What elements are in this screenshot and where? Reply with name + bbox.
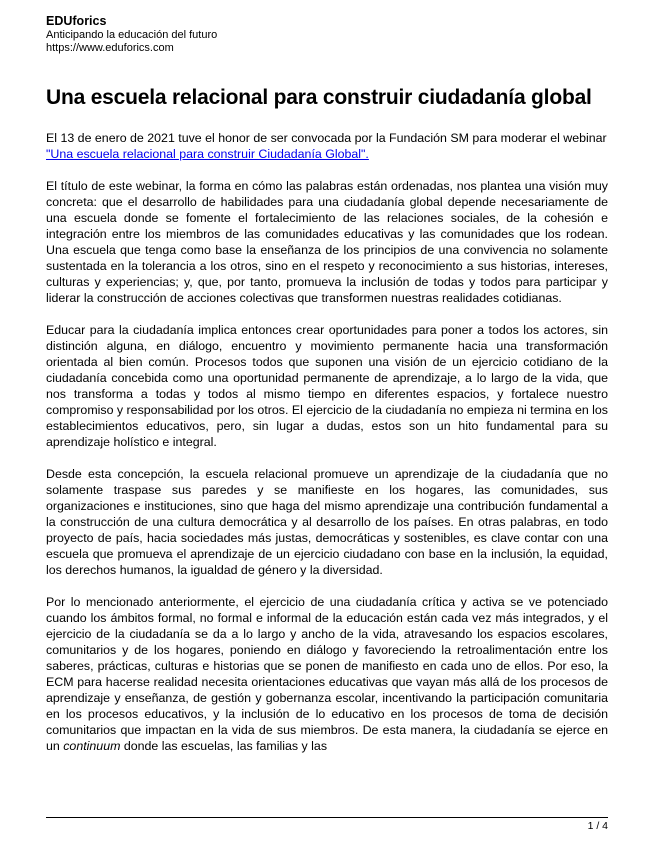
site-tagline: Anticipando la educación del futuro — [46, 29, 218, 41]
article-title: Una escuela relacional para construir ciudadanía global — [46, 86, 592, 109]
site-name: EDUforics — [46, 14, 107, 28]
page-number: 1 / 4 — [587, 820, 608, 832]
paragraph-critical-tail: donde las escuelas, las familias y las — [120, 739, 328, 753]
webinar-link[interactable]: "Una escuela relacional para construir Ciudadanía Global". — [46, 147, 369, 161]
article-body — [46, 130, 608, 754]
continuum-term: continuum — [63, 739, 121, 753]
footer-divider — [46, 817, 608, 818]
paragraph-intro-text: El 13 de enero de 2021 tuve el honor de ser convocada por la Fundación SM para moderar el webinar — [46, 131, 607, 145]
document-page — [46, 14, 608, 770]
site-url: https://www.eduforics.com — [46, 42, 174, 54]
paragraph-intro — [46, 130, 608, 162]
paragraph-webinar-title: El título de este webinar, la forma en cómo las palabras están ordenadas, nos plantea una visión muy concreta: que el desarrollo de habilidades para una ciudadanía global depende necesariamente de una escuela donde se fomente el fortalecimiento de las relaciones sociales, de la cohesión e integración entre los miembros de las comunidades educativas y las comunidades que los rodean. Una escuela que tenga como base la enseñanza de los principios de una convivencia no solamente sustentada en la tolerancia a los otros, sino en el respeto y reconocimiento a sus historias, intereses, culturas y experiencias; y, que, por tanto, promueva la inclusión de todas y todos para participar y liderar la construcción de acciones colectivas que transformen nuestras realidades cotidianas. — [46, 179, 608, 305]
paragraph-relational-school: Desde esta concepción, la escuela relacional promueve un aprendizaje de la ciudadanía que no solamente traspase sus paredes y se manifieste en los hogares, las comunidades, sus organizaciones e instituciones, sino que haga del mismo aprendizaje una contribución fundamental a la construcción de una cultura democrática y al desarrollo de los países. En otras palabras, en todo proyecto de país, hacia sociedades más justas, democráticas y sostenibles, es clave contar con una escuela que promueva el aprendizaje de un ejercicio ciudadano con base en la inclusión, la equidad, los derechos humanos, la igualdad de género y la diversidad. — [46, 467, 608, 577]
paragraph-citizenship: Educar para la ciudadanía implica entonces crear oportunidades para poner a todos los actores, sin distinción alguna, en diálogo, encuentro y movimiento permanente hacia una transformación orientada al bien común. Procesos todos que suponen una visión de un ejercicio cotidiano de la ciudadanía concebida como una oportunidad permanente de aprendizaje, a lo largo de la vida, que nos transforma a todas y todos al mismo tiempo en diferentes espacios, y fortalece nuestro compromiso y responsabilidad por los otros. El ejercicio de la ciudadanía no empieza ni termina en los establecimientos educativos, pero, sin lugar a dudas, estos son un hito fundamental para su aprendizaje holístico e integral. — [46, 323, 609, 449]
paragraph-critical-text: Por lo mencionado anteriormente, el ejercicio de una ciudadanía crítica y activa se ve potenciado cuando los ámbitos formal, no formal e informal de la educación están cada vez más integrados, y el ejercicio de la ciudadanía se da a lo largo y ancho de la vida, atravesando los espacios escolares, comunitarios y de los hogares, poniendo en diálogo y favoreciendo la retroalimentación entre los saberes, prácticas, culturas e historias que se ponen de manifiesto en cada uno de ellos. Por eso, la ECM para hacerse realidad necesita orientaciones educativas que vayan más allá de los procesos de aprendizaje y enseñanza, de gestión y gobernanza escolar, incentivando la participación comunitaria en los procesos educativos, y la inclusión de lo educativo en los procesos de toma de decisión comunitarios que impactan en la vida de sus miembros. De esta manera, la ciudadanía se ejerce en un — [46, 595, 608, 753]
paragraph-critical-citizenship — [46, 594, 608, 754]
